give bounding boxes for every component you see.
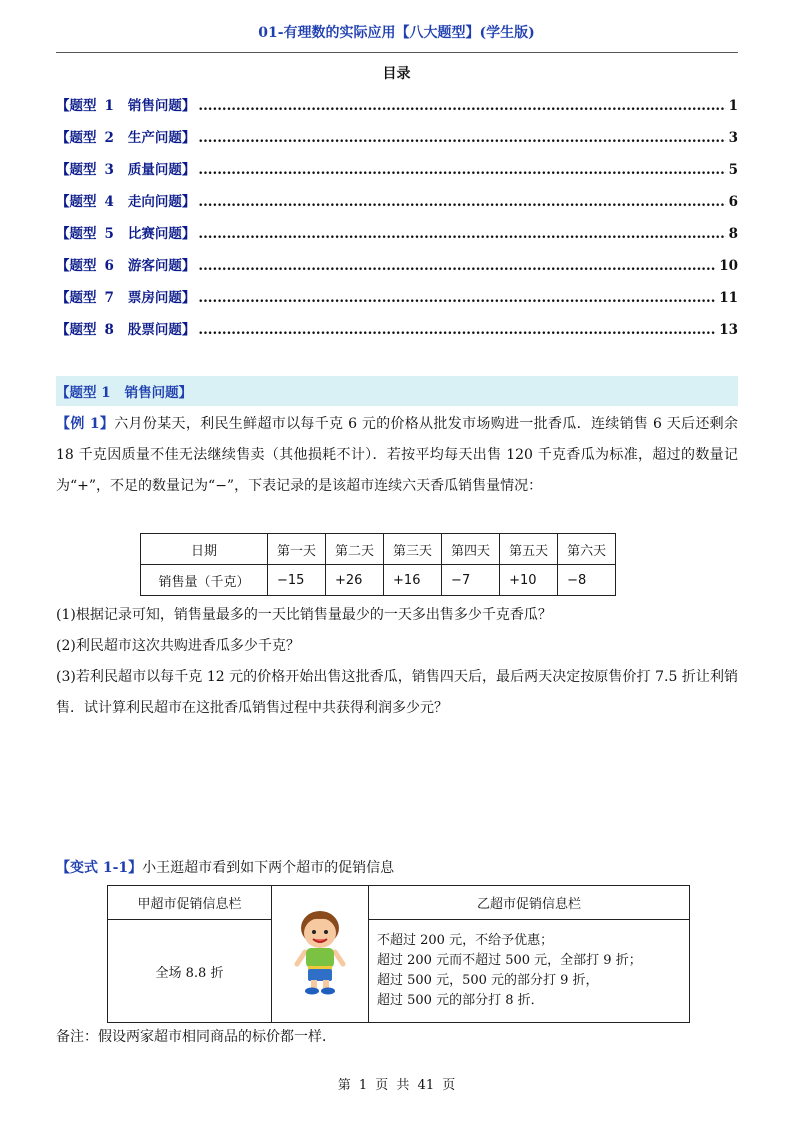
variant-1-1-intro: 【变式 1-1】小王逛超市看到如下两个超市的促销信息: [56, 860, 395, 876]
store-a-header: 甲超市促销信息栏: [108, 886, 272, 920]
header-divider: [56, 52, 738, 53]
question-1: (1)根据记录可知，销售量最多的一天比销售量最少的一天多出售多少千克香瓜？: [56, 607, 552, 623]
toc-page-number: 13: [719, 322, 738, 338]
store-a-discount: 全场 8.8 折: [108, 920, 272, 1023]
toc-leader-dots: [198, 226, 725, 242]
toc-page-number: 8: [728, 226, 738, 242]
toc-page-number: 1: [728, 98, 738, 114]
example-1-problem: [56, 409, 738, 502]
toc-leader-dots: [198, 162, 725, 178]
toc-item[interactable]: 【题型 6 游客问题】 ..... 10: [56, 254, 738, 286]
toc-item[interactable]: 【题型 3 质量问题】 ..... 5: [56, 158, 738, 190]
document-title: 01-有理数的实际应用【八大题型】(学生版): [258, 25, 535, 41]
promotion-table: [107, 885, 690, 1023]
toc-page-number: 3: [728, 130, 738, 146]
toc-item[interactable]: 【题型 5 比赛问题】 ..... 8: [56, 222, 738, 254]
toc-item[interactable]: 【题型 7 票房问题】 ..... 11: [56, 286, 738, 318]
toc-leader-dots: [198, 194, 725, 210]
cartoon-boy-icon: [293, 908, 347, 996]
toc-item[interactable]: 【题型 2 生产问题】 ..... 3: [56, 126, 738, 158]
question-2: (2)利民超市这次共购进香瓜多少千克？: [56, 638, 300, 654]
toc-page-number: 11: [719, 290, 738, 306]
store-b-header: 乙超市促销信息栏: [369, 886, 690, 920]
example-tag: 【例 1】: [56, 416, 115, 432]
question-3: (3)若利民超市以每千克 12 元的价格开始出售这批香瓜，销售四天后，最后两天决定按原售价打 7.5 折让利销售．试计算利民超市在这批香瓜销售过程中共获得利润多少元？: [56, 669, 738, 716]
sales-table: [140, 533, 616, 596]
toc-leader-dots: [198, 290, 716, 306]
toc-item[interactable]: 【题型 1 销售问题】 ..... 1: [56, 94, 738, 126]
cartoon-boy-image: [272, 886, 369, 1023]
variant-tag: 【变式 1-1】: [56, 860, 143, 876]
toc-leader-dots: [198, 98, 725, 114]
table-of-contents: [56, 94, 738, 350]
section-heading-sales: 【题型 1 销售问题】: [56, 376, 738, 406]
toc-title: 目录: [382, 66, 411, 82]
toc-leader-dots: [198, 130, 725, 146]
toc-page-number: 5: [728, 162, 738, 178]
example-text: 六月份某天，利民生鲜超市以每千克 6 元的价格从批发市场购进一批香瓜．连续销售 6 天后还剩余 18 千克因质量不佳无法继续售卖（其他损耗不计）．若按平均每天出售 120 千克香瓜为标准，超过的数量记为“+”，不足的数量记为“−”，下表记录的是该超市连续六天香瓜销售量情况：: [56, 416, 738, 494]
page-footer: 第 1 页 共 41 页: [337, 1078, 456, 1093]
table-header-row: 日期 第一天 第二天 第三天 第四天 第五天 第六天: [141, 534, 616, 565]
variant-note: 备注：假设两家超市相同商品的标价都一样．: [56, 1029, 336, 1045]
toc-leader-dots: [198, 322, 716, 338]
table-row: 销售量（千克） −15 +26 +16 −7 +10 −8: [141, 565, 616, 596]
toc-item[interactable]: 【题型 4 走向问题】 ..... 6: [56, 190, 738, 222]
toc-leader-dots: [198, 258, 716, 274]
toc-item[interactable]: 【题型 8 股票问题】 ..... 13: [56, 318, 738, 350]
store-b-rules: 不超过 200 元，不给予优惠； 超过 200 元而不超过 500 元，全部打 9 折； 超过 500 元，500 元的部分打 9 折， 超过 500 元的部分打 8 折．: [369, 920, 690, 1023]
toc-page-number: 6: [728, 194, 738, 210]
toc-page-number: 10: [719, 258, 738, 274]
